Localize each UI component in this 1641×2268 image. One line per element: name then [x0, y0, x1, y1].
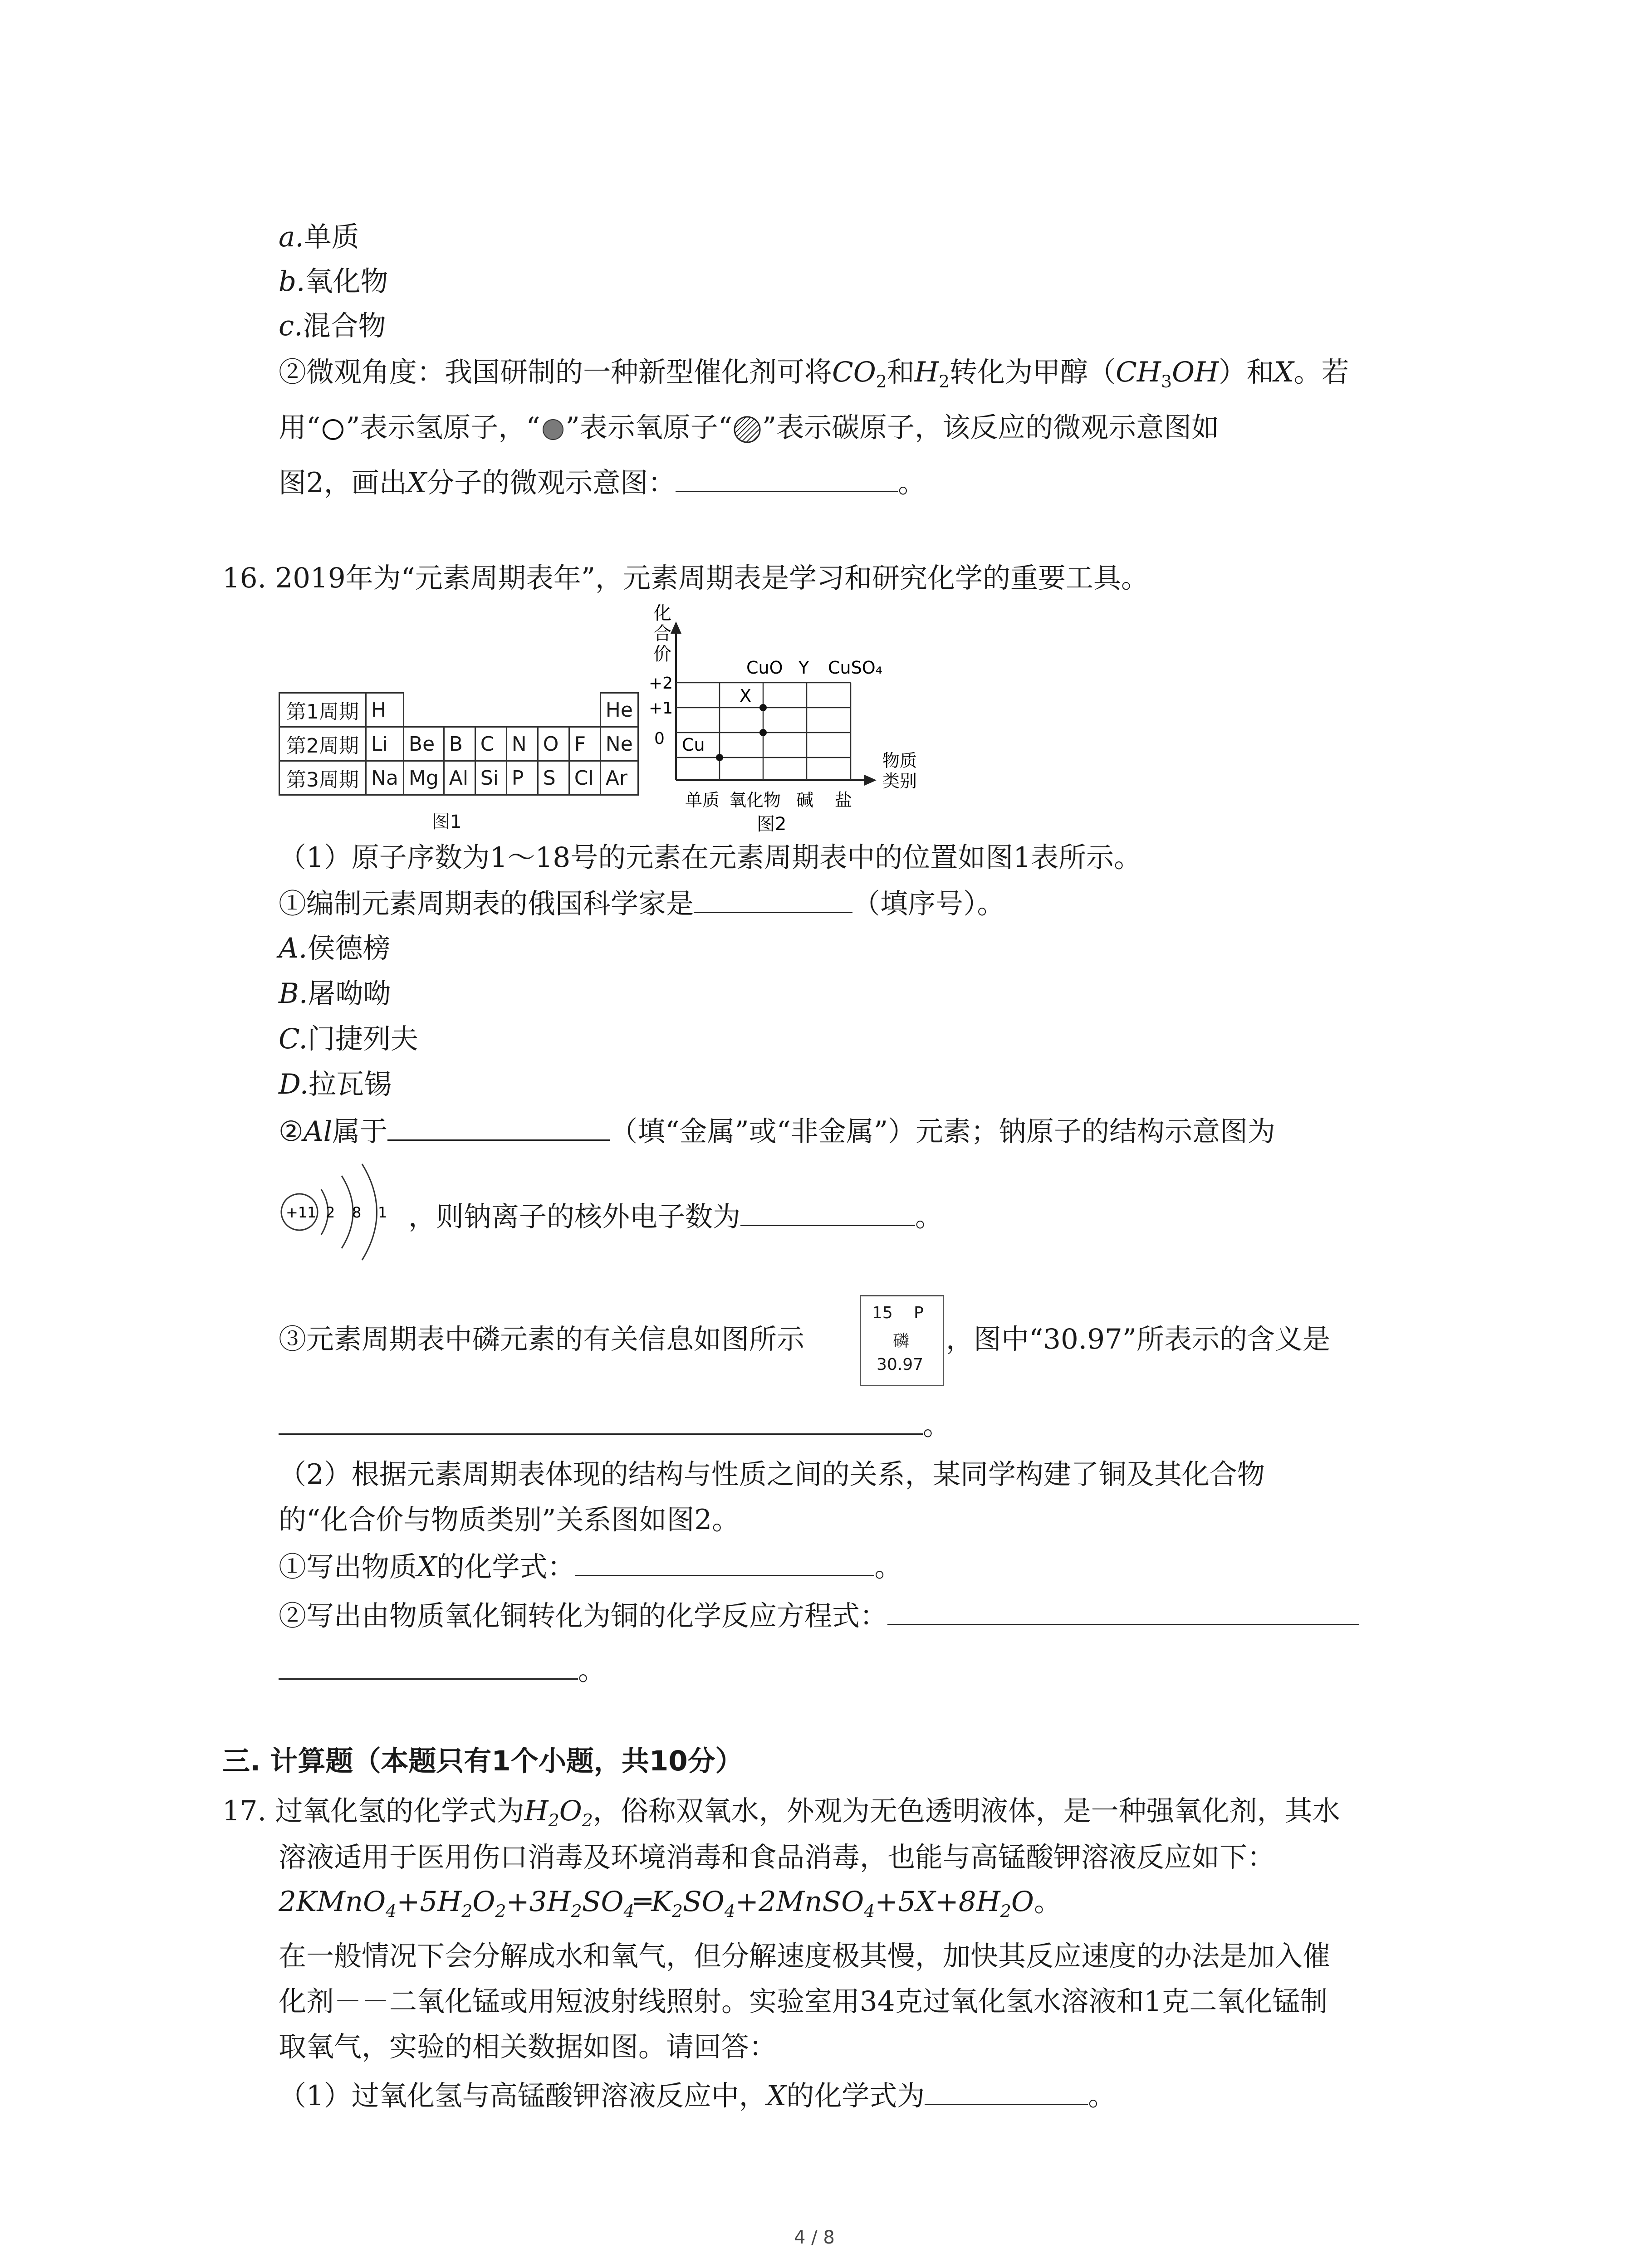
element-cell: Be	[403, 727, 444, 761]
valence-category-figure	[622, 601, 939, 837]
element-cell: Al	[444, 761, 475, 795]
element-cell: He	[600, 693, 638, 727]
micro-line3-a: 图2，画出	[279, 467, 407, 499]
micro-line3-end: 。	[898, 467, 926, 499]
q16-part2-q2-end: 。	[578, 1654, 606, 1686]
q16-intro: 2019年为“元素周期表年”，元素周期表是学习和研究化学的重要工具。	[275, 562, 1149, 594]
methanol-formula-b: OH	[1172, 356, 1219, 388]
option-C-text: 门捷列夫	[307, 1023, 418, 1055]
sodium-atom-diagram	[276, 1161, 403, 1261]
micro-text-4: 。若	[1293, 356, 1349, 388]
nucleus-charge: +11	[286, 1204, 317, 1221]
q16-sub2-text-c: （填“金属”或“非金属”）元素；钠原子的结构示意图为	[610, 1115, 1276, 1148]
empty-cell	[569, 693, 600, 727]
q17-line-4: 在一般情况下会分解成水和氧气，但分解速度极其慢，加快其反应速度的办法是加入催	[279, 1940, 1331, 1972]
label-y: Y	[798, 658, 809, 678]
answer-blank-metal[interactable]	[387, 1112, 610, 1141]
period-row	[279, 693, 638, 727]
q16-part2-line2: 的“化合价与物质类别”关系图如图2。	[279, 1504, 740, 1536]
y-tick-zero: 0	[654, 729, 665, 748]
x-axis-label-1: 物质	[882, 751, 917, 771]
q16-sub3-answer-line	[279, 1406, 950, 1445]
q17-equation-end: 。	[1034, 1886, 1062, 1918]
element-cell: S	[538, 761, 569, 795]
p-symbol: P	[914, 1304, 924, 1322]
y-axis-label-3: 价	[653, 644, 671, 665]
q16-part2-line1: （2）根据元素周期表体现的结构与性质之间的关系，某同学构建了铜及其化合物	[279, 1458, 1265, 1491]
point-cu	[716, 754, 723, 761]
q17-l7-x: X	[766, 2080, 787, 2112]
option-B	[279, 974, 391, 1013]
q17-number: 17.	[222, 1795, 267, 1827]
figure-1-caption: 图1	[432, 811, 462, 832]
answer-blank-x-formula[interactable]	[575, 1548, 874, 1576]
option-a-label: a.	[279, 221, 304, 253]
q17-l7-a: （1）过氧化氢与高锰酸钾溶液反应中，	[279, 2080, 767, 2112]
period-row	[279, 761, 638, 795]
point-x	[759, 729, 767, 736]
option-c-label: c.	[279, 310, 303, 342]
option-D-text: 拉瓦锡	[309, 1068, 392, 1100]
element-cell: Ar	[600, 761, 638, 795]
shell-1-count: 2	[326, 1204, 335, 1221]
q17-line-7	[279, 2077, 1116, 2116]
section-3-title: 三. 计算题（本题只有1个小题，共10分）	[222, 1745, 743, 1777]
micro-and: 和	[887, 356, 915, 388]
q16-part1-intro: （1）原子序数为1～18号的元素在元素周期表中的位置如图1表所示。	[279, 841, 1142, 874]
co2-formula: CO	[832, 356, 876, 388]
q16-sub2-line2-text: ，则钠离子的核外电子数为	[408, 1201, 741, 1233]
option-A-text: 侯德榜	[307, 932, 391, 964]
q16-sub2	[279, 1112, 1275, 1151]
micro-line-1	[279, 353, 1349, 401]
option-B-text: 屠呦呦	[308, 978, 391, 1010]
option-b-label: b.	[279, 265, 305, 298]
answer-blank-na-electrons[interactable]	[740, 1198, 915, 1226]
option-a-text: 单质	[304, 221, 359, 253]
element-cell: Li	[366, 727, 404, 761]
empty-cell	[506, 693, 538, 727]
y-axis-label-2: 合	[653, 623, 671, 644]
q17-l7-end: 。	[1088, 2080, 1116, 2112]
micro-line2-a: 用“	[279, 411, 321, 444]
q16-sub3-end: 。	[923, 1409, 951, 1442]
h2o2-sub2: 2	[582, 1810, 593, 1831]
micro-line-3	[279, 464, 926, 503]
h2o2-sub1: 2	[548, 1810, 559, 1831]
q16-sub2-line2	[408, 1198, 943, 1237]
element-cell: Na	[366, 761, 404, 795]
q17-line-1	[222, 1792, 1340, 1840]
empty-cell	[538, 693, 569, 727]
micro-line3-b: 分子的微观示意图：	[426, 467, 676, 499]
micro-line2-c: ”表示氧原子“	[565, 411, 732, 444]
q16-sub1	[279, 885, 1005, 924]
shell-3-count: 1	[378, 1204, 387, 1221]
x-axis-label-2: 类别	[882, 771, 917, 791]
x-category-elemental: 单质	[685, 790, 720, 810]
q16-sub1-tail: （填序号）。	[852, 888, 1005, 920]
option-D-label: D.	[279, 1068, 309, 1100]
option-b	[279, 262, 388, 301]
q16-part2-q1-a: ①写出物质	[279, 1551, 417, 1583]
phosphorus-element-card	[860, 1295, 944, 1386]
q16-sub2-line2-end: 。	[915, 1201, 943, 1233]
q16-part2-q2-cont	[279, 1651, 606, 1690]
period-label: 第1周期	[279, 693, 366, 727]
answer-blank-scientist[interactable]	[694, 885, 852, 913]
element-cell: Mg	[403, 761, 444, 795]
answer-blank-x-formula-q17[interactable]	[925, 2077, 1088, 2105]
element-cell: O	[538, 727, 569, 761]
option-c-text: 混合物	[303, 310, 386, 342]
h2o2-o: O	[559, 1795, 582, 1827]
y-tick-plus1: +1	[649, 699, 673, 718]
q16-part2-q1-end: 。	[874, 1551, 902, 1583]
h2-formula: H	[914, 356, 939, 388]
element-cell: N	[506, 727, 538, 761]
label-cu: Cu	[682, 735, 705, 755]
empty-cell	[475, 693, 506, 727]
q16-sub3-text: ③元素周期表中磷元素的有关信息如图所示	[279, 1323, 805, 1355]
periodic-table-figure	[279, 692, 639, 796]
al-symbol: Al	[303, 1115, 333, 1148]
q16-part2-q1-x: X	[417, 1551, 437, 1583]
co2-subscript: 2	[876, 371, 887, 392]
q16-part2-q1-b: 的化学式：	[436, 1551, 575, 1583]
x-category-salt: 盐	[835, 790, 852, 810]
micro-line2-d: ”表示碳原子，该反应的微观示意图如	[762, 411, 1220, 444]
methanol-formula-a: CH	[1116, 356, 1161, 388]
option-D	[279, 1065, 392, 1104]
q16-sub1-text: ①编制元素周期表的俄国科学家是	[279, 888, 694, 920]
answer-blank-equation-1[interactable]	[887, 1597, 1359, 1625]
element-cell: Ne	[600, 727, 638, 761]
q16-sub2-text-b: 属于	[332, 1115, 388, 1148]
q16-sub2-mark: ②	[279, 1115, 304, 1148]
q16-intro-line	[222, 559, 1149, 598]
q17-line-6: 取氧气，实验的相关数据如图。请回答：	[279, 2031, 777, 2063]
element-cell: Si	[475, 761, 506, 795]
p-atomic-number: 15	[872, 1304, 893, 1322]
micro-text-3: ）和	[1219, 356, 1274, 388]
label-cuso4: CuSO₄	[828, 658, 882, 678]
label-cuo: CuO	[746, 658, 783, 678]
element-cell: H	[366, 693, 404, 727]
methanol-subscript: 3	[1161, 371, 1172, 392]
q17-line-2: 溶液适用于医用伤口消毒及环境消毒和食品消毒，也能与高锰酸钾溶液反应如下：	[279, 1841, 1275, 1873]
micro-line-2	[279, 408, 1219, 447]
q17-equation: $2KMnO_4+5H_2O_2+3H_2SO_4═K_2SO_4+2MnSO_4+5X+8H_2O$。	[279, 1886, 1062, 1921]
period-row	[279, 727, 638, 761]
micro-text-1: ②微观角度：我国研制的一种新型催化剂可将	[279, 356, 833, 388]
q16-number: 16.	[222, 562, 267, 594]
option-a	[279, 218, 359, 257]
x-category-oxide: 氧化物	[729, 790, 781, 810]
p-atomic-mass: 30.97	[877, 1355, 924, 1374]
micro-text-2: 转化为甲醇（	[950, 356, 1116, 388]
answer-blank-atomic-mass-meaning[interactable]	[279, 1406, 923, 1435]
option-b-text: 氧化物	[305, 265, 388, 298]
option-A-label: A.	[279, 932, 308, 964]
element-cell: B	[444, 727, 475, 761]
micro-line2-b: ”表示氢原子，“	[346, 411, 540, 444]
q17-l1-a: 过氧化氢的化学式为	[275, 1795, 524, 1827]
oxygen-atom-icon	[540, 417, 566, 442]
answer-blank-equation-2[interactable]	[279, 1651, 578, 1680]
y-axis-label-1: 化	[653, 603, 671, 624]
h2-subscript: 2	[938, 371, 950, 392]
option-C-label: C.	[279, 1023, 308, 1055]
x-category-base: 碱	[796, 790, 814, 810]
page-number: 4 / 8	[794, 2227, 835, 2248]
option-c	[279, 307, 386, 346]
q16-part2-q2	[279, 1597, 1359, 1636]
h2o2-h: H	[524, 1795, 549, 1827]
x-symbol: X	[1274, 356, 1294, 388]
q16-sub3-tail-text: ，图中“30.97”所表示的含义是	[946, 1323, 1331, 1355]
option-A	[279, 929, 390, 968]
q16-sub3-tail	[946, 1320, 1330, 1359]
element-cell: C	[475, 727, 506, 761]
hydrogen-atom-icon	[320, 417, 346, 442]
answer-blank-x-molecule[interactable]	[676, 464, 898, 492]
period-label: 第2周期	[279, 727, 366, 761]
figure-2-caption: 图2	[757, 814, 787, 835]
micro-line3-x: X	[407, 467, 427, 499]
option-C	[279, 1020, 418, 1059]
q17-l7-b: 的化学式为	[786, 2080, 925, 2112]
p-name: 磷	[893, 1332, 910, 1350]
q16-part2-q1	[279, 1548, 902, 1587]
empty-cell	[403, 693, 444, 727]
empty-cell	[444, 693, 475, 727]
point-cuo	[759, 704, 767, 711]
label-x: X	[740, 686, 752, 706]
y-tick-plus2: +2	[649, 674, 673, 693]
element-cell: F	[569, 727, 600, 761]
element-cell: P	[506, 761, 538, 795]
q16-part2-q2-text: ②写出由物质氧化铜转化为铜的化学反应方程式：	[279, 1600, 888, 1632]
element-cell: Cl	[569, 761, 600, 795]
q17-l1-b: ，俗称双氧水，外观为无色透明液体，是一种强氧化剂，其水	[593, 1795, 1340, 1827]
option-B-label: B.	[279, 978, 308, 1010]
q17-line-5: 化剂－－二氧化锰或用短波射线照射。实验室用34克过氧化氢水溶液和1克二氧化锰制	[279, 1985, 1328, 2018]
carbon-atom-icon	[732, 415, 762, 445]
shell-2-count: 8	[352, 1204, 362, 1221]
q16-sub3	[279, 1320, 804, 1359]
period-label: 第3周期	[279, 761, 366, 795]
